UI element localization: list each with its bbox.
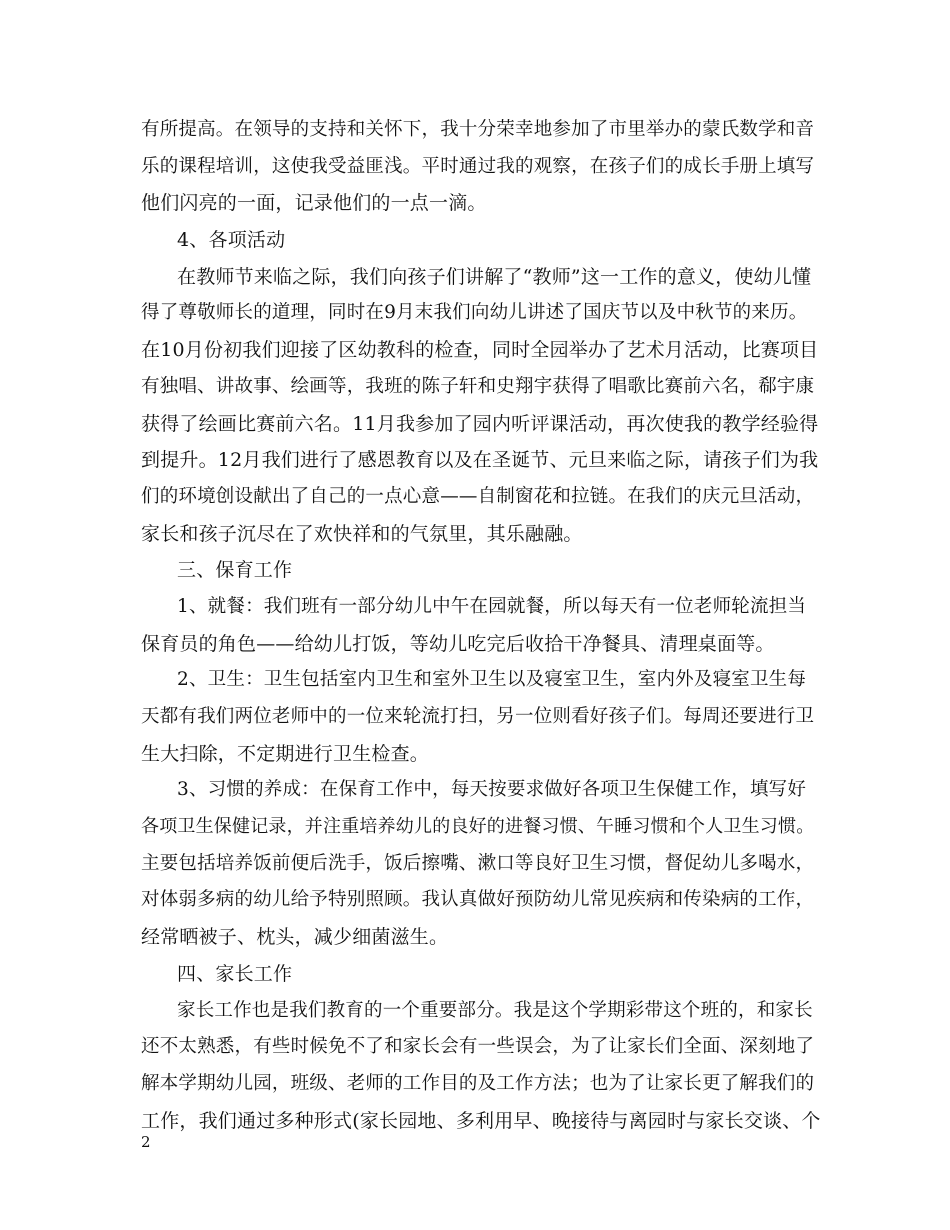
text-line: 对体弱多病的幼儿给予特别照顾。我认真做好预防幼儿常见疾病和传染病的工作， xyxy=(141,889,815,911)
text-line: 在教师节来临之际，我们向孩子们讲解了“教师”这一工作的意义，使幼儿懂 xyxy=(177,265,812,288)
text-line: 还不太熟悉，有些时候免不了和家长会有一些误会，为了让家长们全面、深刻地了 xyxy=(141,1036,815,1058)
text-line: 1、就餐：我们班有一部分幼儿中午在园就餐，所以每天有一位老师轮流担当 xyxy=(177,595,807,617)
text-line: 2、卫生：卫生包括室内卫生和室外卫生以及寝室卫生，室内外及寝室卫生每 xyxy=(177,669,807,691)
text-line: 主要包括培养饭前便后洗手，饭后擦嘴、漱口等良好卫生习惯，督促幼儿多喝水， xyxy=(141,852,815,874)
text-line: 获得了绘画比赛前六名。11月我参加了园内听评课活动，再次使我的教学经验得 xyxy=(141,412,819,435)
text-line: 四、家长工作 xyxy=(177,962,293,985)
text-line: 家长工作也是我们教育的一个重要部分。我是这个学期彩带这个班的，和家长 xyxy=(177,999,813,1021)
text-line: 他们闪亮的一面，记录他们的一点一滴。 xyxy=(141,192,487,215)
text-line: 在10月份初我们迎接了区幼教科的检查，同时全园举办了艺术月活动，比赛项目 xyxy=(141,339,819,362)
page-number: 2 xyxy=(141,1133,151,1151)
text-line: 三、保育工作 xyxy=(177,559,293,582)
text-line: 乐的课程培训，这使我受益匪浅。平时通过我的观察，在孩子们的成长手册上填写 xyxy=(141,155,815,177)
text-line: 天都有我们两位老师中的一位来轮流打扫，另一位则看好孩子们。每周还要进行卫 xyxy=(141,706,815,727)
text-line: 生大扫除，不定期进行卫生检查。 xyxy=(141,742,430,765)
text-line: 到提升。12月我们进行了感恩教育以及在圣诞节、元旦来临之际，请孩子们为我 xyxy=(141,449,819,472)
text-line: 们的环境创设献出了自己的一点心意——自制窗花和拉链。在我们的庆元旦活动， xyxy=(141,485,815,507)
text-line: 有独唱、讲故事、绘画等，我班的陈子轩和史翔宇获得了唱歌比赛前六名，郗宇康 xyxy=(141,375,815,397)
text-line: 4、各项活动 xyxy=(177,229,286,252)
text-line: 家长和孩子沉尽在了欢快祥和的气氛里，其乐融融。 xyxy=(141,522,583,545)
text-line: 保育员的角色——给幼儿打饭，等幼儿吃完后收拾干净餐具、清理桌面等。 xyxy=(141,632,775,655)
text-line: 有所提高。在领导的支持和关怀下，我十分荣幸地参加了市里举办的蒙氏数学和音 xyxy=(141,119,815,140)
text-line: 各项卫生保健记录，并注重培养幼儿的良好的进餐习惯、午睡习惯和个人卫生习惯。 xyxy=(141,816,815,838)
text-line: 经常晒被子、枕头，减少细菌滋生。 xyxy=(141,926,449,949)
text-line: 工作，我们通过多种形式(家长园地、多利用早、晚接待与离园时与家长交谈、个 xyxy=(141,1109,821,1132)
text-line: 得了尊敬师长的道理，同时在9月末我们向幼儿讲述了国庆节以及中秋节的来历。 xyxy=(141,302,808,324)
text-line: 解本学期幼儿园，班级、老师的工作目的及工作方法；也为了让家长更了解我们的 xyxy=(141,1072,815,1094)
text-line: 3、习惯的养成：在保育工作中，每天按要求做好各项卫生保健工作，填写好 xyxy=(177,779,807,801)
document-body xyxy=(141,112,821,1139)
